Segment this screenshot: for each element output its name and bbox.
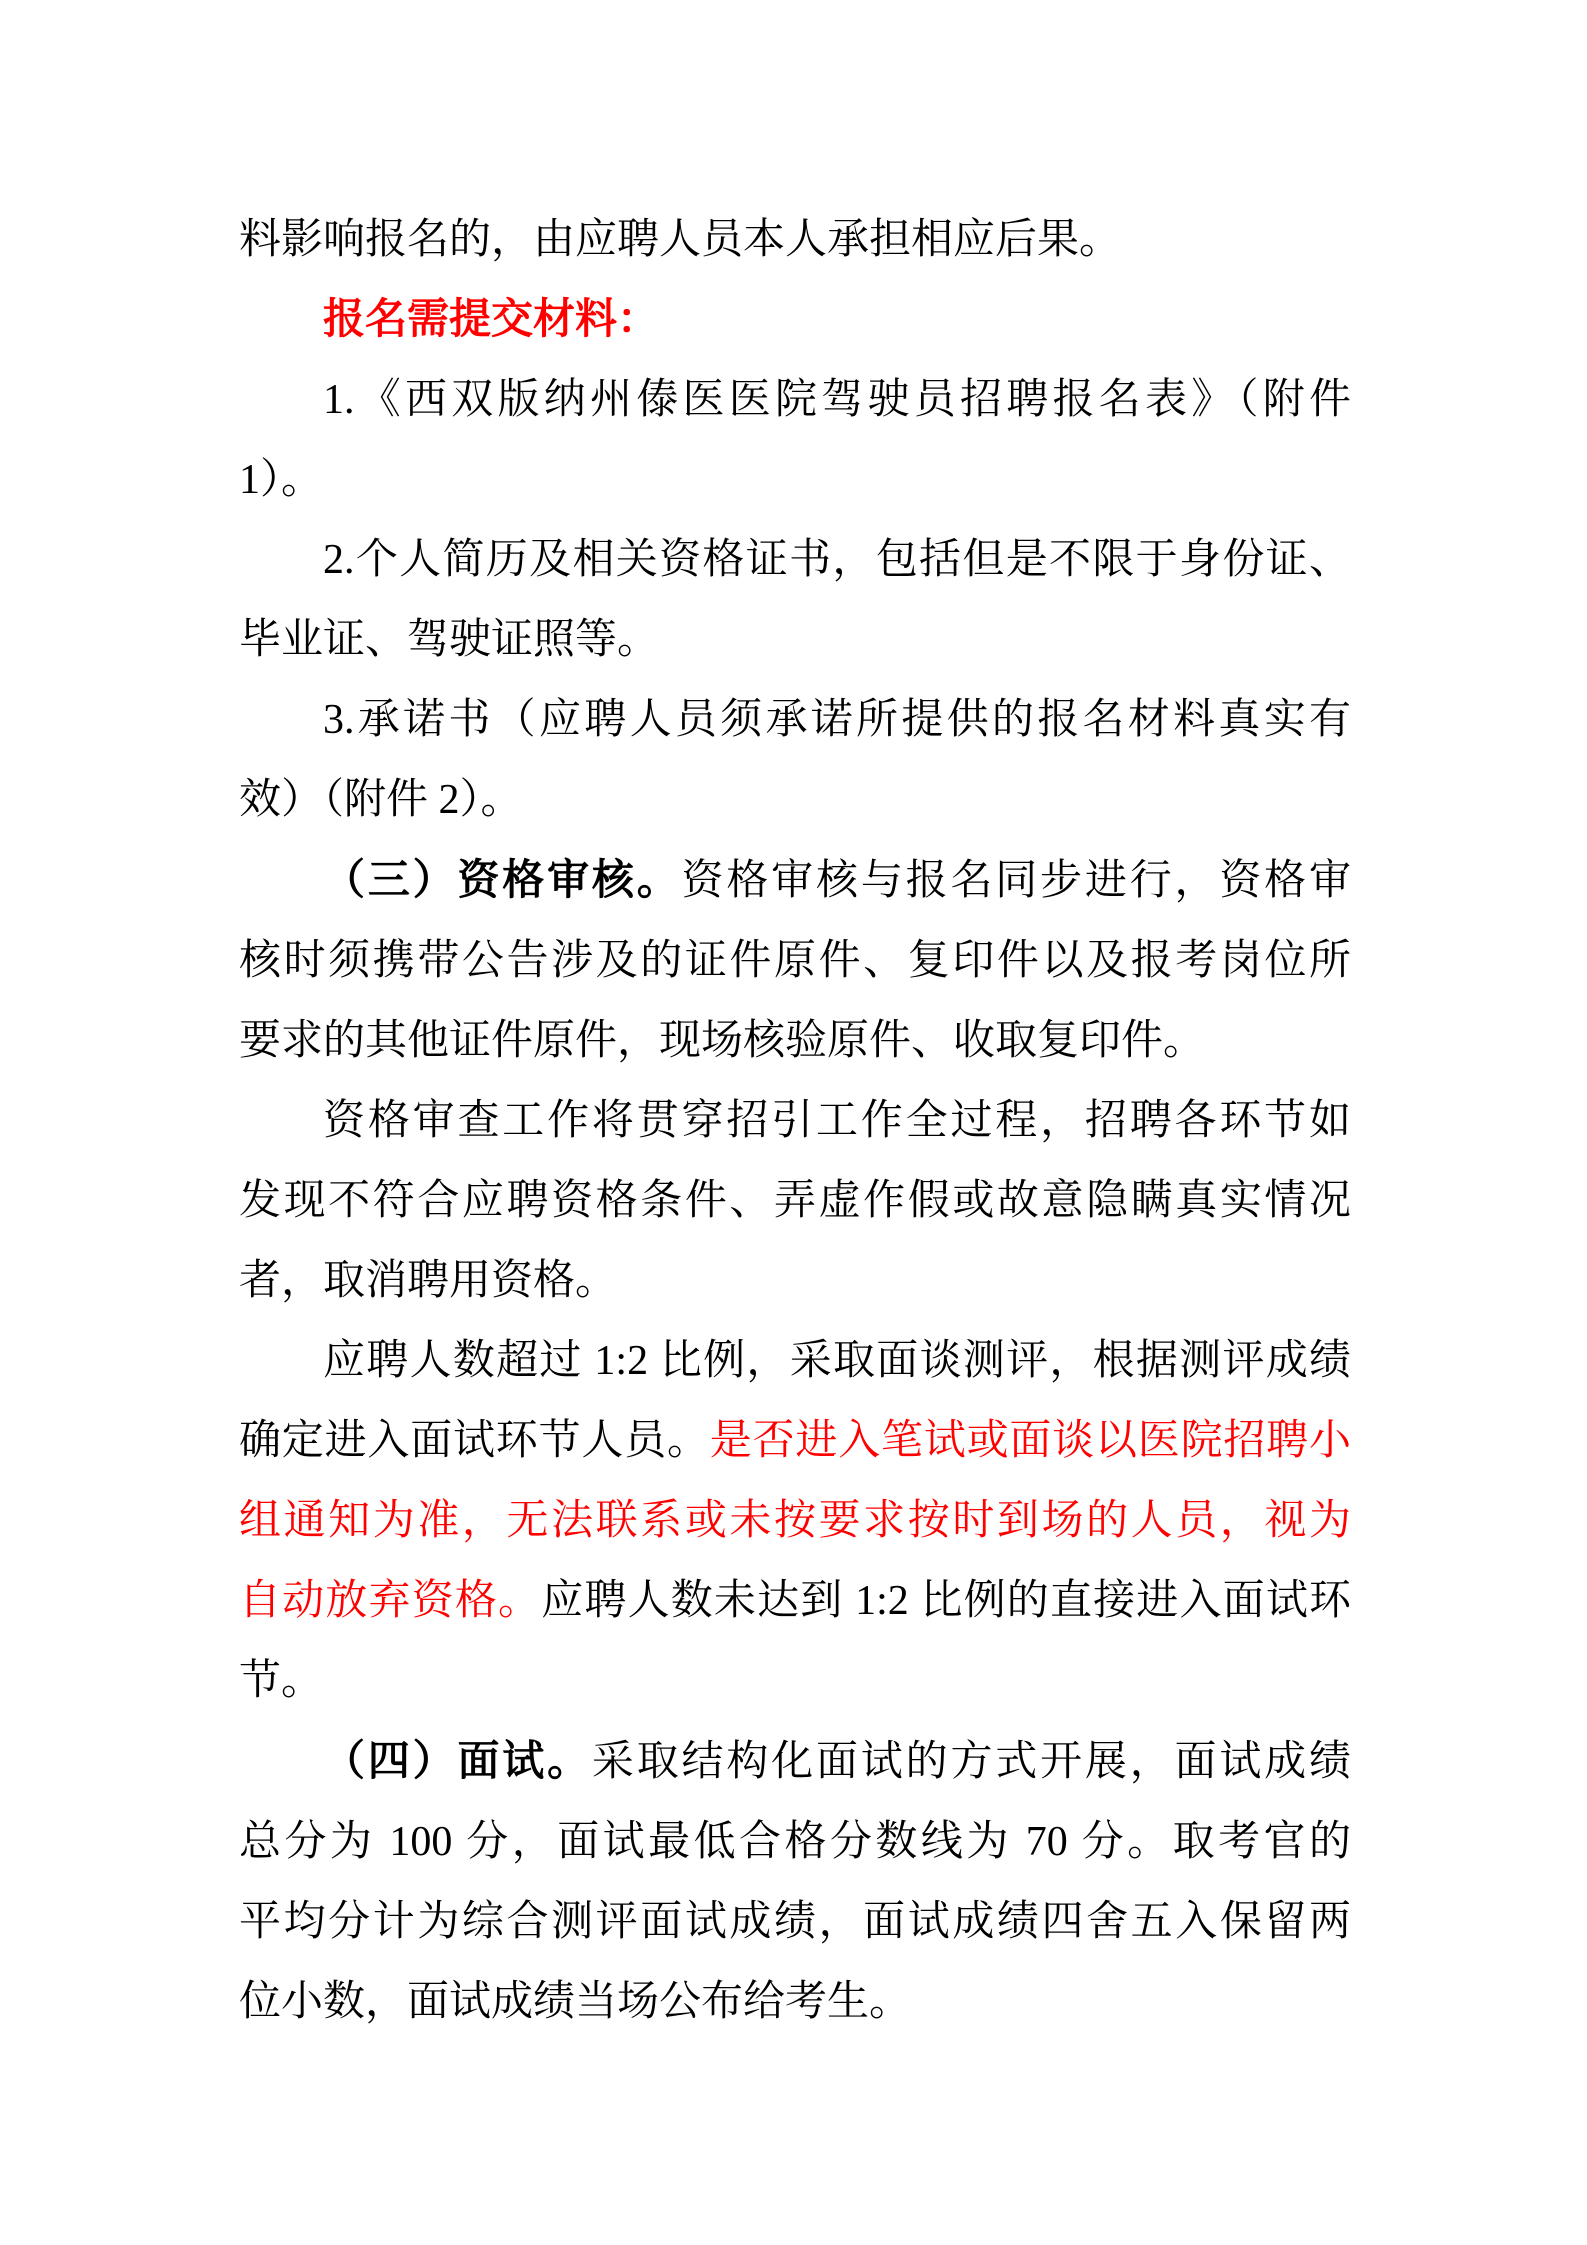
text-line <box>239 360 1351 440</box>
body-text-segment: 者，取消聘用资格。 <box>239 1258 618 1304</box>
text-line <box>239 1802 1351 1882</box>
body-text-segment: 料影响报名的，由应聘人员本人承担相应后果。 <box>239 217 1122 263</box>
text-line <box>239 1641 1351 1721</box>
text-line <box>239 1401 1351 1481</box>
body-text-segment: 发现不符合应聘资格条件、弄虚作假或故意隐瞒真实情况 <box>239 1178 1351 1224</box>
text-line <box>239 280 1351 360</box>
text-line <box>239 1882 1351 1962</box>
red-highlight-segment: 自动放弃资格。 <box>239 1578 542 1624</box>
body-text-segment: 采取结构化面试的方式开展，面试成绩 <box>591 1739 1351 1785</box>
red-highlight-segment: 是否进入笔试或面谈以医院招聘小 <box>709 1418 1351 1464</box>
body-text-segment: 2.个人简历及相关资格证书，包括但是不限于身份证、 <box>323 537 1351 583</box>
body-text-segment: 要求的其他证件原件，现场核验原件、收取复印件。 <box>239 1018 1206 1064</box>
body-text-segment: 1.《西双版纳州傣医医院驾驶员招聘报名表》（附件 <box>323 377 1351 423</box>
section-heading-segment: （三）资格审核。 <box>323 856 682 903</box>
body-text-segment: 应聘人数超过 1:2 比例，采取面谈测评，根据测评成绩 <box>323 1338 1351 1384</box>
text-line <box>239 520 1351 600</box>
body-text-segment: 核时须携带公告涉及的证件原件、复印件以及报考岗位所 <box>239 938 1351 984</box>
text-line <box>239 200 1351 280</box>
text-line <box>239 1561 1351 1641</box>
text-line <box>239 1161 1351 1241</box>
body-text-segment: 资格审核与报名同步进行，资格审 <box>681 858 1351 904</box>
text-line <box>239 1081 1351 1161</box>
body-text-segment: 毕业证、驾驶证照等。 <box>239 617 660 663</box>
text-line <box>239 680 1351 760</box>
body-text-segment: 位小数，面试成绩当场公布给考生。 <box>239 1979 912 2025</box>
body-text-segment: 确定进入面试环节人员。 <box>239 1418 710 1464</box>
red-highlight-segment: 组通知为准，无法联系或未按要求按时到场的人员，视为 <box>239 1498 1351 1544</box>
text-line <box>239 1481 1351 1561</box>
text-line <box>239 1962 1351 2042</box>
text-line <box>239 760 1351 840</box>
body-text-segment: 平均分计为综合测评面试成绩，面试成绩四舍五入保留两 <box>239 1899 1351 1945</box>
document-body <box>239 200 1351 2042</box>
body-text-segment: 应聘人数未达到 1:2 比例的直接进入面试环 <box>541 1578 1351 1624</box>
text-line <box>239 840 1351 921</box>
text-line <box>239 600 1351 680</box>
text-line <box>239 1001 1351 1081</box>
body-text-segment: 效）（附件 2）。 <box>239 777 523 823</box>
text-line <box>239 921 1351 1001</box>
body-text-segment: 总分为 100 分，面试最低合格分数线为 70 分。取考官的 <box>239 1819 1351 1865</box>
body-text-segment: 1）。 <box>239 457 324 503</box>
section-heading-segment: （四）面试。 <box>323 1737 592 1784</box>
body-text-segment: 资格审查工作将贯穿招引工作全过程，招聘各环节如 <box>323 1098 1351 1144</box>
text-line <box>239 1241 1351 1321</box>
text-line <box>239 1321 1351 1401</box>
body-text-segment: 节。 <box>239 1658 324 1704</box>
red-heading-segment: 报名需提交材料： <box>323 297 660 343</box>
text-line <box>239 440 1351 520</box>
text-line <box>239 1721 1351 1802</box>
body-text-segment: 3.承诺书（应聘人员须承诺所提供的报名材料真实有 <box>323 697 1351 743</box>
